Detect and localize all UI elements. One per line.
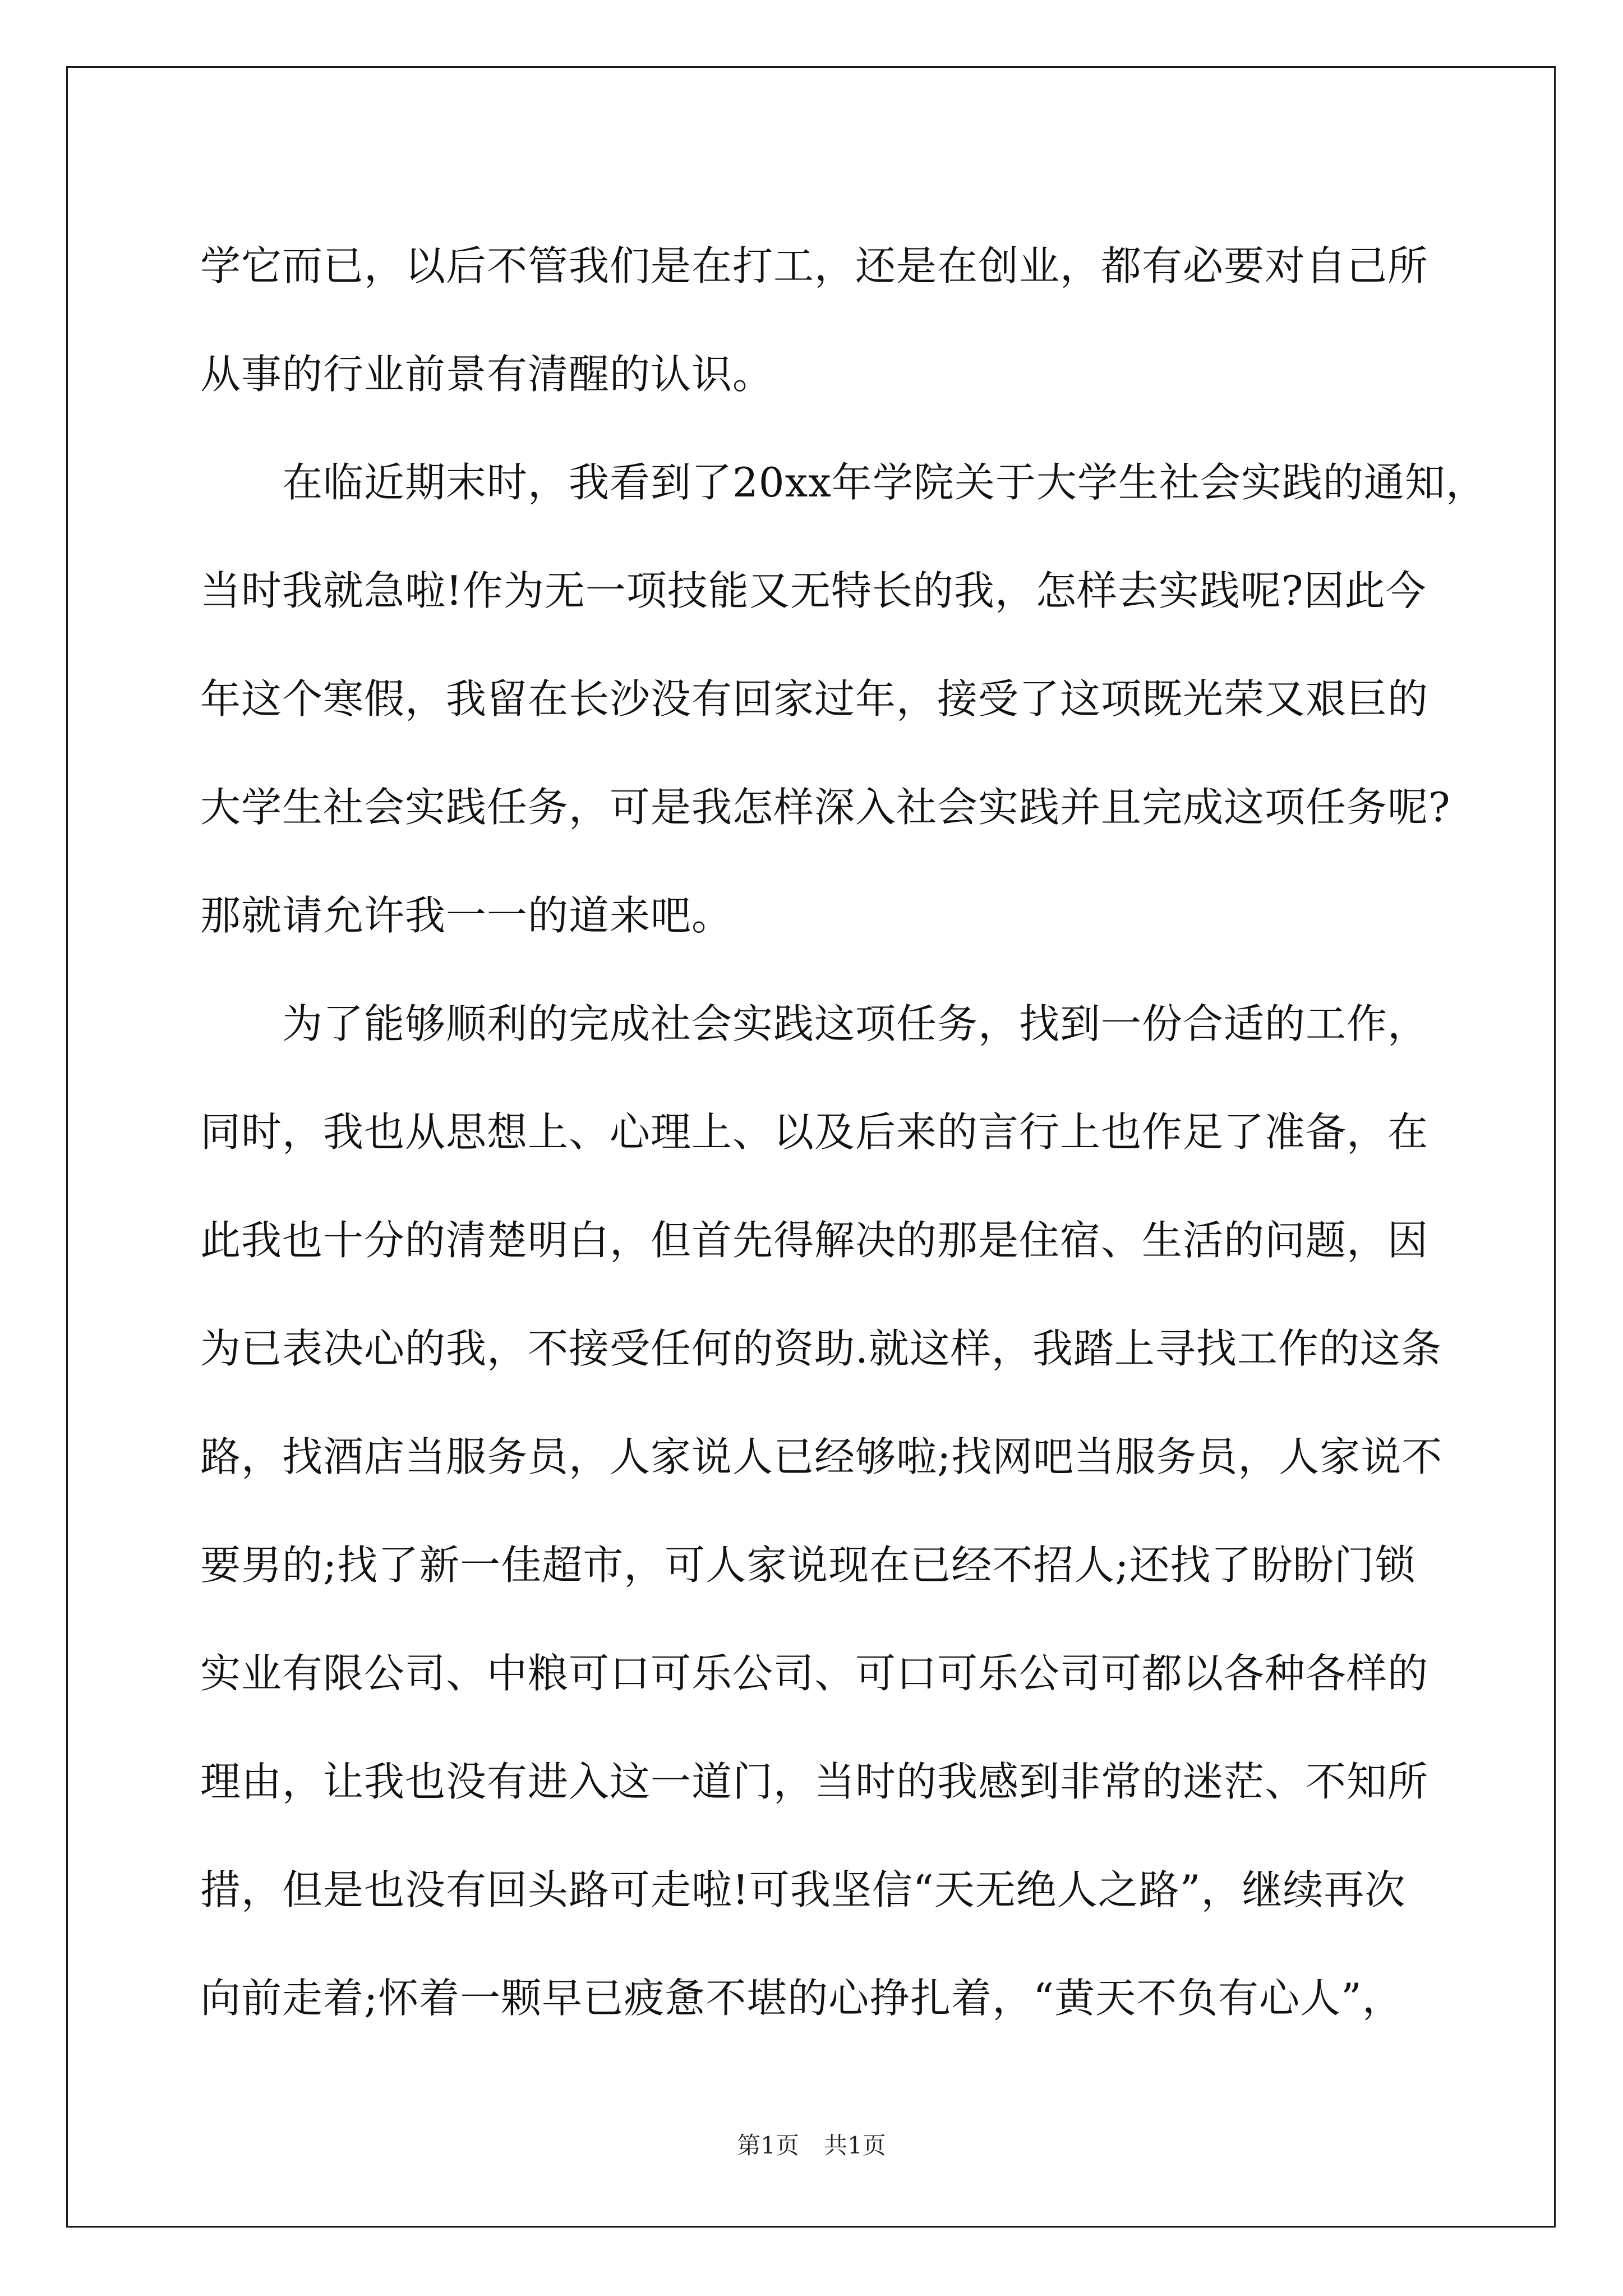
text-line: 大学生社会实践任务，可是我怎样深入社会实践并且完成这项任务呢? [200,784,1451,831]
text-line: 此我也十分的清楚明白，但首先得解决的那是住宿、生活的问题，因 [200,1217,1429,1264]
text-line: 为已表决心的我，不接受任何的资助.就这样，我踏上寻找工作的这条 [200,1325,1442,1372]
text-line: 路，找酒店当服务员，人家说人已经够啦;找网吧当服务员，人家说不 [200,1433,1443,1480]
text-line: 措，但是也没有回头路可走啦!可我坚信“天无绝人之路”，继续再次 [200,1866,1406,1913]
text-line: 要男的;找了新一佳超市，可人家说现在已经不招人;还找了盼盼门锁 [200,1542,1416,1589]
page-total: 共1页 [824,2132,886,2159]
page-footer [0,2129,1623,2162]
text-line: 理由，让我也没有进入这一道门，当时的我感到非常的迷茫、不知所 [200,1758,1429,1805]
text-line: 同时，我也从思想上、心理上、以及后来的言行上也作足了准备，在 [200,1108,1429,1156]
text-line: 为了能够顺利的完成社会实践这项任务，找到一份合适的工作， [200,1000,1429,1047]
text-line: 向前走着;怀着一颗早已疲惫不堪的心挣扎着，“黄天不负有心人”， [200,1975,1403,2022]
text-line: 那就请允许我一一的道来吧。 [200,892,733,939]
page-number: 第1页 [737,2132,799,2159]
text-line: 年这个寒假，我留在长沙没有回家过年，接受了这项既光荣又艰巨的 [200,675,1429,723]
text-line: 从事的行业前景有清醒的认识。 [200,351,774,398]
text-line: 实业有限公司、中粮可口可乐公司、可口可乐公司可都以各种各样的 [200,1650,1429,1697]
text-line: 当时我就急啦!作为无一项技能又无特长的我，怎样去实践呢?因此今 [200,567,1427,614]
text-line: 学它而已，以后不管我们是在打工，还是在创业，都有必要对自己所 [200,242,1429,289]
document-body [200,212,1487,2053]
text-line: 在临近期末时，我看到了20xx年学院关于大学生社会实践的通知， [200,459,1487,506]
